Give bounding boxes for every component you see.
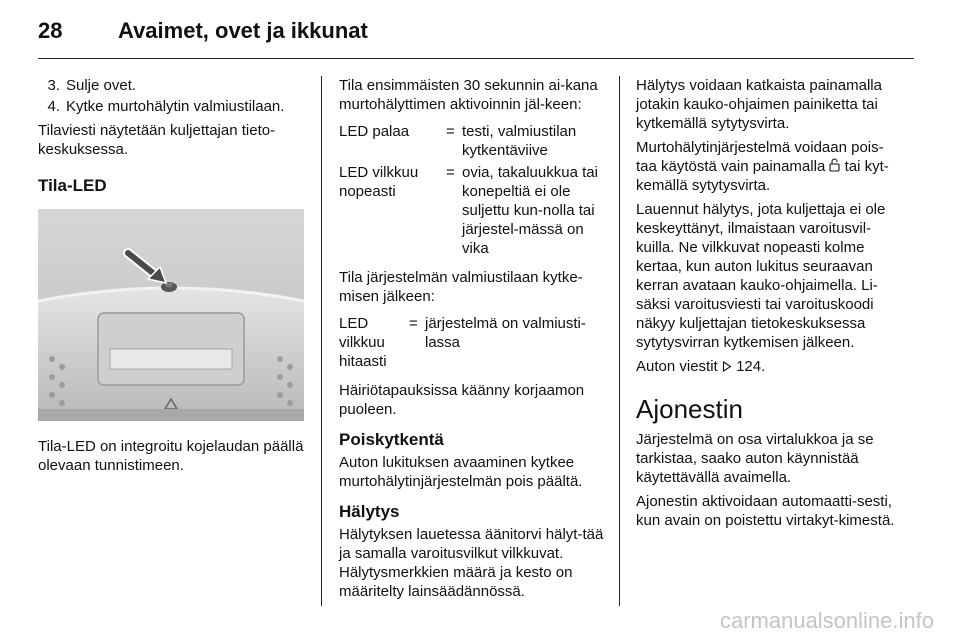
definition-row (339, 163, 605, 258)
column-divider-1 (321, 76, 322, 606)
list-text: Kytke murtohälytin valmiustilaan. (66, 98, 285, 115)
open-lock-icon (829, 158, 840, 172)
section-heading-tila-led: Tila-LED (38, 176, 107, 195)
definition-desc: testi, valmiustilan kytkentäviive (462, 123, 577, 159)
alarm-stop-paragraph: Hälytys voidaan katkaista painamalla jotakin kauko-ohjaimen painiketta tai kytkemällä sytytysvirta. (636, 77, 882, 132)
definition-row (339, 314, 605, 371)
deactivate-text-a: Murtohälytinjärjestelmä voidaan pois-taa käytöstä vain painamalla (636, 139, 884, 175)
section-heading-poiskytkenta: Poiskytkentä (339, 430, 444, 449)
definition-row (339, 122, 605, 160)
status-message-paragraph: Tilaviesti näytetään kuljettajan tieto-keskuksessa. (38, 122, 276, 158)
section-heading-ajonestin: Ajonestin (636, 394, 743, 424)
definition-term: LED vilkkuu hitaasti (339, 315, 387, 370)
poiskytkenta-paragraph: Auton lukituksen avaaminen kytkee murtohälytinjärjestelmän pois päältä. (339, 454, 583, 490)
header-rule (38, 58, 914, 59)
definition-term: LED palaa (339, 123, 410, 140)
equals-sign: = (446, 164, 455, 181)
list-item (38, 76, 306, 95)
deactivate-text-b: tai kyt-kemällä sytytysvirta. (636, 158, 889, 194)
equals-sign: = (409, 315, 418, 332)
list-text: Sulje ovet. (66, 77, 137, 94)
list-number: 3. (47, 77, 60, 94)
ref-label: Auton viestit (636, 358, 718, 375)
triggered-alarm-paragraph: Lauennut hälytys, jota kuljettaja ei ole keskeyttänyt, ilmaistaan varoitusvil-kuilla. Ne vilkkuvat nopeasti kolme kertaa, kun auton lukitus seuraavan kerran avataan kauko-ohjaimella. Li-säksi varoitusviesti tai varoituskoodi näkyy kuljettajan tietokeskuksessa sytytysvirran kytkemisen jälkeen. (636, 201, 886, 351)
deactivate-paragraph (636, 138, 902, 195)
immobilizer-paragraph-1: Järjestelmä on osa virtalukkoa ja se tarkistaa, saako auton käynnistää käytettävällä avaimella. (636, 431, 874, 486)
led-status-list-2 (339, 314, 605, 371)
column-divider-2 (619, 76, 620, 606)
page-number: 28 (38, 18, 63, 43)
section-heading-halytys: Hälytys (339, 502, 400, 521)
column-1 (38, 76, 306, 480)
column-2 (339, 76, 605, 606)
ref-page: 124. (736, 358, 766, 375)
equals-sign: = (446, 123, 455, 140)
immobilizer-paragraph-2: Ajonestin aktivoidaan automaatti-sesti, kun avain on poistettu virtakyt-kimestä. (636, 493, 895, 529)
list-item (38, 97, 306, 116)
triangle-ref-icon (722, 361, 732, 372)
watermark: carmanualsonline.info (719, 608, 934, 633)
led-status-list-1 (339, 122, 605, 258)
definition-term: LED vilkkuu nopeasti (339, 164, 419, 200)
column-3 (636, 76, 902, 535)
definition-desc: ovia, takaluukkua tai konepeltiä ei ole suljettu kun-nolla tai järjestel-mässä on vika (462, 164, 598, 257)
definition-desc: järjestelmä on valmiusti-lassa (425, 315, 586, 351)
standby-paragraph: Tila järjestelmän valmiustilaan kytke-misen jälkeen: (339, 269, 583, 305)
list-number: 4. (47, 98, 60, 115)
fault-paragraph: Häiriötapauksissa käänny korjaamon puoleen. (339, 382, 585, 418)
intro-paragraph: Tila ensimmäisten 30 sekunnin ai-kana murtohälyttimen aktivoinnin jäl-keen: (339, 77, 598, 113)
vehicle-messages-ref (636, 357, 902, 376)
halytys-paragraph: Hälytyksen lauetessa äänitorvi hälyt-tää ja samalla varoitusvilkut vilkkuvat. Hälytysmerkkien määrä ja kesto on määritelty lainsäädännössä. (339, 526, 604, 600)
page-title: Avaimet, ovet ja ikkunat (118, 18, 368, 43)
photo-caption: Tila-LED on integroitu kojelaudan päällä olevaan tunnistimeen. (38, 438, 304, 474)
dashboard-sensor-photo (38, 209, 304, 421)
